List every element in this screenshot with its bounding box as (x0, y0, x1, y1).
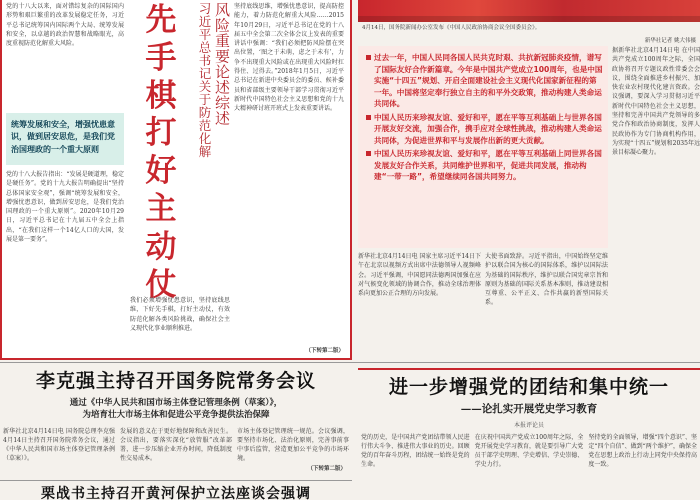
article-column: 在庆祝中国共产党成立100周年之际，全党开展党史学习教育，就是要引导广大党员干部学史明理、学史增信、学史崇德、学史力行。 (474, 433, 584, 469)
subtitle-line: 习近平总书记关于防范化解 (197, 2, 212, 158)
article-headline: 李克强主持召开国务院常务会议 (35, 370, 316, 392)
title-char: 先 (145, 2, 177, 38)
article-column: 发展的意义在于更好地保障和改善民生。会议指出，要落实深化“放管服”改革部署，进一步压缩企业开办时间，降低制度性交易成本。 (120, 427, 232, 463)
feature-subtitle (196, 2, 230, 262)
article-subhead: ——论扎实开展党史学习教育 (460, 402, 598, 415)
next-article-headline (0, 480, 352, 500)
subhead-line: 为培育壮大市场主体和促进公平竞争提供法治保障 (82, 410, 270, 421)
highlight-panel (358, 46, 608, 248)
title-char: 主 (145, 191, 177, 228)
title-char: 手 (145, 39, 177, 76)
continue-label: （下转第二版） (305, 348, 344, 354)
pull-quote-text: 统筹发展和安全，增强忧患意识，做到居安思危，是我们党治国理政的一个重大原则 (11, 120, 115, 154)
below-panel-columns (358, 252, 608, 360)
article-column: 新华社北京4月14日电 国务院总理李克强4月14日主持召开国务院常务会议，通过《中华人民共和国市场主体登记管理条例（草案）》。 (3, 427, 115, 463)
article-columns (358, 433, 700, 497)
continue-label: （下转第二版） (307, 466, 346, 472)
title-char: 动 (145, 228, 177, 265)
title-char: 打 (145, 115, 177, 152)
subhead-line: 通过《中华人民共和国市场主体登记管理条例（草案）》， (69, 397, 283, 408)
commentary-article (358, 366, 700, 500)
section-divider (0, 362, 700, 363)
feature-middle-column: 坚持底线思维，增强忧患意识，提高防控能力，着力防范化解重大风险……2015年10月29日，习近平总书记在党的十八届五中全会第二次全体会议上发表的重要讲话中强调：“我们必须把防风险摆在突出位置，‘图之于未萌，虑之于未有’，力争不出现重大风险或在出现重大风险时扛得住、过得去。”2018年1月5日，习近平总书记在新进中央委员会的委员、候补委员和省部级主要领导干部学习贯彻习近平新时代中国特色社会主义思想和党的十九大精神研讨班开班式上发表重要讲话。 (234, 3, 344, 113)
article-column: 党的历史，是中国共产党团结带领人民进行伟大斗争、推进伟大事业的历史。回顾党的百年奋斗历程，团结统一始终是党的生命。 (361, 433, 470, 469)
feature-main-title (130, 2, 192, 303)
feature-article (0, 0, 352, 360)
title-char: 仗 (145, 266, 177, 303)
article-column: 坚持党的全面领导，增强“四个意识”、坚定“四个自信”、做到“两个维护”，确保全党在思想上政治上行动上同党中央保持高度一致。 (588, 433, 698, 469)
article-byline: 本报评论员 (513, 421, 544, 429)
red-rule (358, 368, 700, 370)
photo-caption: 4月14日，国务院新闻办公室发布《中国人民政治协商会议全国委员会》。 (362, 25, 541, 31)
title-char: 棋 (145, 77, 177, 114)
article-headline: 进一步增强党的团结和集中统一 (388, 376, 669, 398)
article-column: 市场主体登记管理统一规范。会议强调，要坚持市场化、法治化原则，完善事前事中事后监管，营造更加公平竞争的市场环境。 (237, 427, 349, 463)
right-column-text: 据新华社北京4月14日电 在中国共产党成立100周年之际，全国政协将召开专题议政性常委会会议，围绕全面推进乡村振兴、加快农业农村现代化建言资政。会议强调，要深入学习贯彻习近平新时代中国特色社会主义思想，坚持和完善中国共产党领导的多党合作和政治协商制度，发挥人民政协作为专门协商机构作用，为实现“十四五”规划和2035年远景目标凝心聚力。 (612, 47, 700, 157)
state-council-article (0, 366, 352, 478)
article-columns (0, 427, 352, 463)
article-column: 新华社北京4月14日电 国家主席习近平14日下午在北京以视频方式出席中法德领导人视频峰会。习近平强调，中国愿同法德两国加强在应对气候变化领域的协调合作，推动全球治理体系向更加公正合理的方向发展。 (358, 253, 481, 298)
title-char: 好 (145, 153, 177, 190)
feature-bottom-text: 我们必须增强忧患意识，坚持底线思维，下好先手棋，打好主动仗，有效防范化解各类风险挑战，确保社会主义现代化事业顺利推进。 (130, 297, 230, 332)
article-subhead (0, 397, 352, 422)
highlight-item: 中国人民历来珍视友谊、爱好和平，愿在平等互利基础上同世界各国发展友好合作关系，共同维护世界和平，促进共同发展，推动构建“一带一路”，希望继续同各国共同努力。 (366, 148, 603, 183)
article-column: 大使书面致辞。习近平指出，中国始终坚定维护以联合国为核心的国际体系，维护以国际法为基础的国际秩序，维护以联合国宪章宗旨和原则为基础的国际关系基本准则，推动建设相互尊重、公平正义、合作共赢的新型国际关系。 (485, 253, 608, 307)
cutoff-headline-text: 栗战书主持召开黄河保护立法座谈会强调 (41, 486, 311, 500)
subtitle-line: 风险重要论述综述 (213, 2, 231, 126)
highlight-item: 过去一年，中国人民同各国人民共克时艰、共抗新冠肺炎疫情，谱写了国际友好合作新篇章。今年是中国共产党成立100周年，也是中国实施“十四五”规划、开启全面建设社会主义现代化国家新征程的第一年。中国将坚定奉行独立自主的和平外交政策，推动构建人类命运共同体。 (366, 52, 603, 110)
pull-quote (6, 113, 124, 165)
feature-left-column: 党的十八大报告指出：“发展是硬道理，稳定是硬任务”。党的十九大报告明确提出“坚持总体国家安全观”，强调“统筹发展和安全，增强忧患意识，做到居安思危，是我们党治国理政的一个重大原则”。2020年10月29日，习近平总书记在十九届五中全会上指出，“在我们这样一个14亿人口的大国，发展是第一要务”。 (6, 171, 124, 244)
news-photo (358, 0, 700, 22)
photo-credit: 新华社记者 姚大伟摄 (644, 38, 696, 44)
feature-intro-text: 党的十八大以来，面对错综复杂的国际国内形势和艰巨繁重的改革发展稳定任务，习近平总书记统筹国内国际两个大局、统筹发展和安全，以卓越的政治智慧和战略眼光，高度重视防范化解重大风险。 (6, 3, 124, 48)
highlight-item: 中国人民历来珍视友谊、爱好和平，愿在平等互利基础上与世界各国开展友好交流，加强合作，携手应对全球性挑战，推动构建人类命运共同体，为促进世界和平与发展作出新的更大贡献。 (366, 112, 603, 147)
